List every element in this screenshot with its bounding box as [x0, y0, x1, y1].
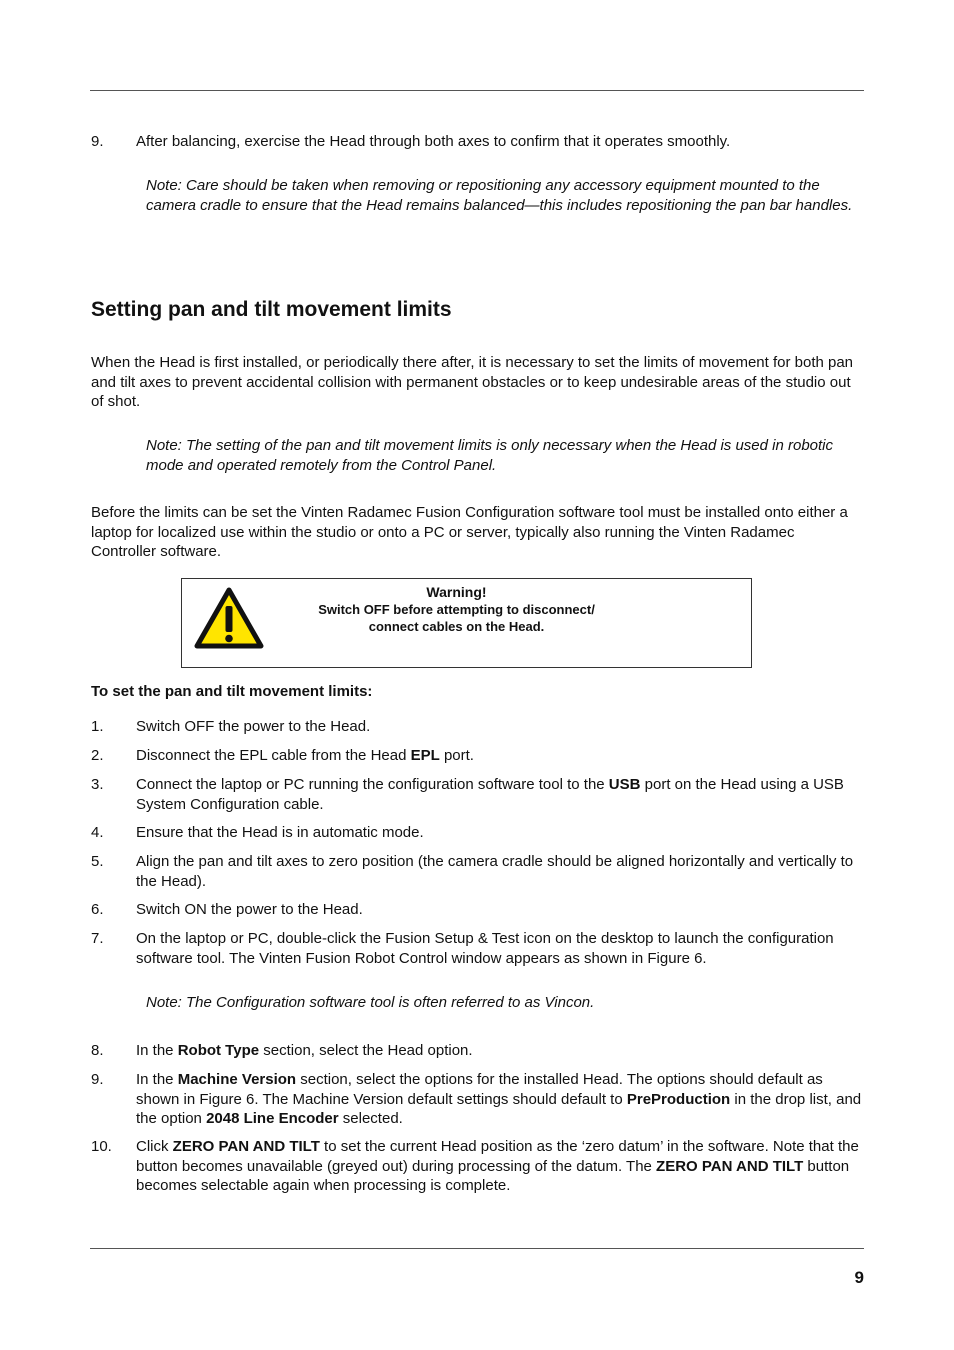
preproduction-label: PreProduction	[626, 1090, 731, 1108]
step-text-part: port.	[439, 747, 474, 764]
step-text	[136, 746, 864, 766]
usb-port-label: USB	[608, 776, 641, 793]
warning-title: Warning!	[426, 584, 487, 600]
intro-paragraph: When the Head is first installed, or periodically there after, it is necessary to set the limits of movement for both pan and tilt axes to prevent accidental collision with permanent obstacles or to keep undesirable areas of the studio out of shot.	[91, 354, 854, 410]
note-vincon: Note: The Configuration software tool is often referred to as Vincon.	[146, 994, 595, 1011]
step-text: Ensure that the Head is in automatic mode.	[136, 824, 424, 841]
step-text	[136, 1041, 864, 1061]
step-text-part: Click	[136, 1138, 173, 1155]
encoder-option-label: 2048 Line Encoder	[206, 1110, 339, 1127]
note-robotic: Note: The setting of the pan and tilt movement limits is only necessary when the Head is used in robotic mode and operated remotely from the Control Panel.	[146, 437, 834, 474]
step-text	[136, 1137, 864, 1196]
step-text-part: selected.	[338, 1110, 403, 1127]
warning-box	[181, 578, 752, 668]
step-number: 9.	[91, 1071, 104, 1088]
step-number: 2.	[91, 747, 104, 764]
step-text	[136, 1070, 864, 1129]
procedure-heading: To set the pan and tilt movement limits:	[91, 683, 373, 700]
robot-type-label: Robot Type	[177, 1042, 260, 1059]
step-text-part: in the drop list, and the option	[136, 1090, 862, 1127]
step-text-part: In the	[136, 1071, 178, 1088]
step-number: 3.	[91, 776, 104, 793]
step-text-part: to set the current Head position as the ‘zero datum’ in the software. Note that the button becomes unavailable (greyed out) during processing of the datum. The	[136, 1138, 859, 1175]
step-text-part: Disconnect the EPL cable from the Head	[136, 747, 411, 764]
step-text: Align the pan and tilt axes to zero position (the camera cradle should be aligned horizontally and vertically to the Head).	[136, 853, 854, 890]
step-number: 5.	[91, 853, 104, 870]
step-text: Switch ON the power to the Head.	[136, 901, 363, 918]
step-number: 6.	[91, 901, 104, 918]
machine-version-label: Machine Version	[177, 1071, 297, 1088]
step-number: 1.	[91, 718, 104, 735]
warning-line-2: connect cables on the Head.	[368, 619, 545, 634]
epl-port-label: EPL	[410, 747, 440, 764]
zero-pan-tilt-label: ZERO PAN AND TILT	[656, 1157, 804, 1175]
step-text-part: section, select the options for the installed Head. The options should default as shown in Figure 6. The Machine Version default settings should default to	[136, 1071, 823, 1108]
note-balance: Note: Care should be taken when removing or repositioning any accessory equipment mounted to the camera cradle to ensure that the Head remains balanced—this includes repositioning the pan bar handles.	[146, 177, 853, 214]
zero-pan-tilt-label: ZERO PAN AND TILT	[172, 1138, 320, 1155]
footer-rule	[90, 1248, 864, 1249]
step-text-part: In the	[136, 1042, 178, 1059]
software-paragraph: Before the limits can be set the Vinten Radamec Fusion Configuration software tool must be installed onto either a laptop for localized use within the studio or onto a PC or server, typically also running the Vinten Radamec Controller software.	[91, 504, 848, 560]
page-number: 9	[854, 1268, 864, 1287]
step-text: On the laptop or PC, double-click the Fusion Setup & Test icon on the desktop to launch the configuration software tool. The Vinten Fusion Robot Control window appears as shown in Figure 6.	[136, 930, 834, 967]
step-text-part: section, select the Head option.	[259, 1042, 473, 1059]
section-title: Setting pan and tilt movement limits	[91, 298, 452, 321]
step-text: After balancing, exercise the Head through both axes to confirm that it operates smoothly.	[136, 133, 731, 150]
step-text: Switch OFF the power to the Head.	[136, 718, 371, 735]
step-number: 8.	[91, 1042, 104, 1059]
step-number: 4.	[91, 824, 104, 841]
step-text-part: button becomes selectable again when processing is complete.	[136, 1157, 850, 1194]
step-number: 10.	[91, 1138, 112, 1155]
header-rule	[90, 90, 864, 91]
step-text-part: port on the Head using a USB System Configuration cable.	[136, 776, 844, 813]
step-number: 7.	[91, 930, 104, 947]
step-text-part: Connect the laptop or PC running the configuration software tool to the	[136, 776, 609, 793]
warning-line-1: Switch OFF before attempting to disconnect/	[318, 602, 595, 617]
step-number: 9.	[91, 133, 104, 150]
step-text	[136, 775, 864, 814]
